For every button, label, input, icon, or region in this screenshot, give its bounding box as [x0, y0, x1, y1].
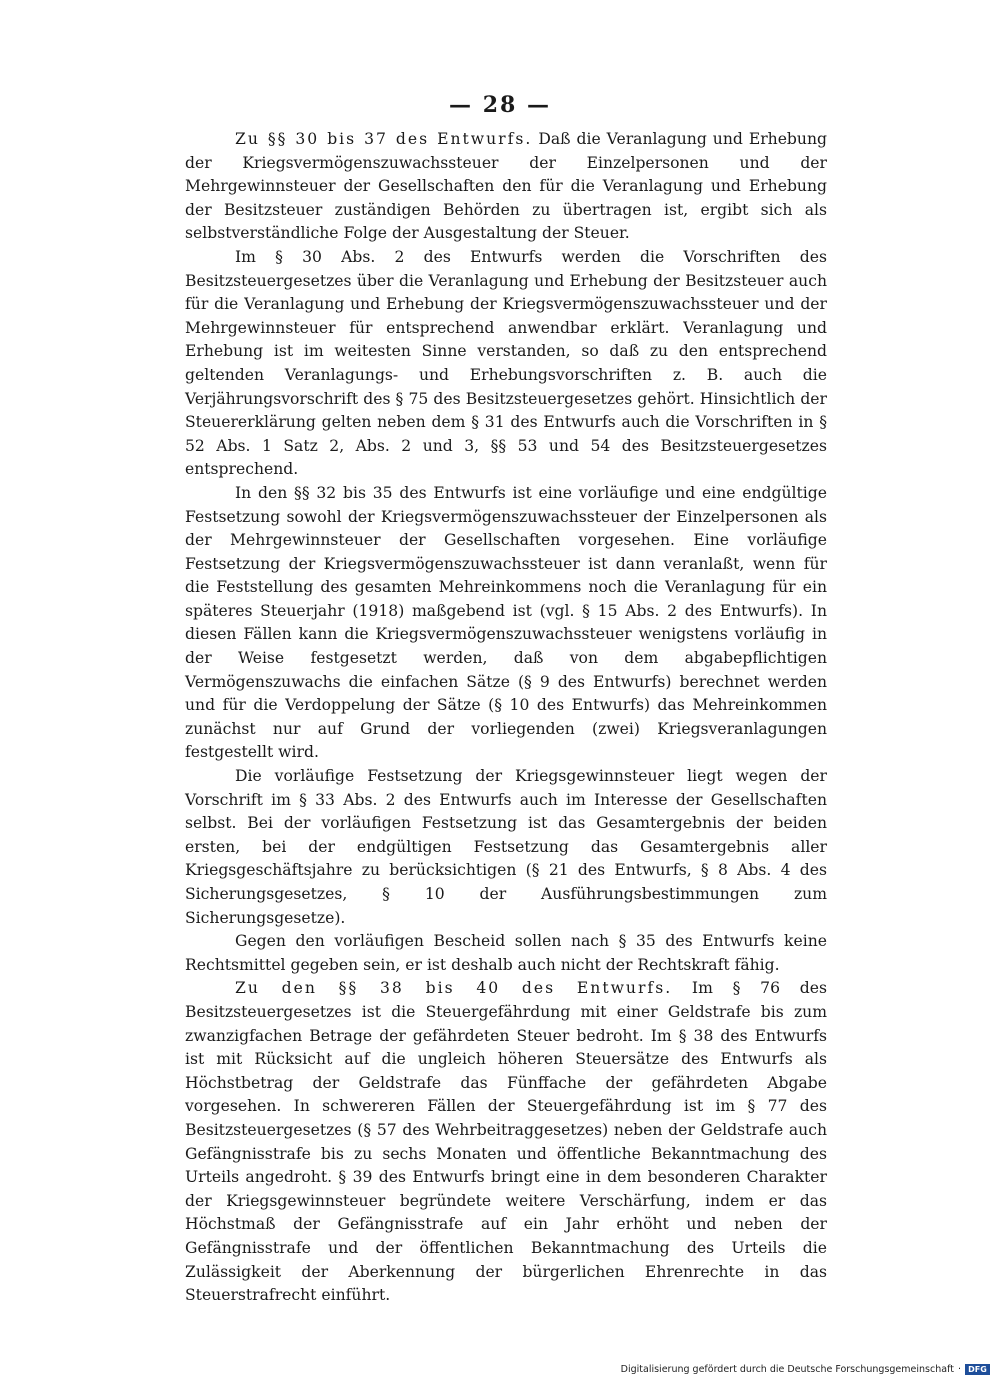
dot-separator: ·	[957, 1364, 961, 1375]
page-number: — 28 —	[449, 92, 551, 118]
paragraph-text: In den §§ 32 bis 35 des Entwurfs ist eine vorläufige und eine endgültige Festsetzung sowohl der Kriegsvermögenszuwachssteuer der Einzelpersonen als der Mehrgewinnsteuer der Gesellschaften vorgesehen. Eine vorläufige Festsetzung der Kriegsvermögenszuwachssteuer ist dann veranlaßt, wenn für die Feststellung des gesamten Mehreinkommens noch die Veranlagung für ein späteres Steuerjahr (1918) maßgebend ist (vgl. § 15 Abs. 2 des Entwurfs). In diesen Fällen kann die Kriegsvermögenszuwachssteuer wenigstens vorläufig in der Weise festgesetzt werden, daß von dem abgabepflichtigen Vermögenszuwachs die einfachen Sätze (§ 9 des Entwurfs) berechnet werden und für die Verdoppelung der Sätze (§ 10 des Entwurfs) das Mehreinkommen zunächst nur auf Grund der vorliegenden (zwei) Kriegsveranlagungen festgestellt wird.	[185, 483, 827, 762]
section-heading-1: Zu §§ 30 bis 37 des Entwurfs.	[235, 130, 533, 148]
footer-credit	[621, 1364, 990, 1375]
body-text	[185, 128, 827, 1308]
paragraph-3	[185, 482, 827, 765]
paragraph-2	[185, 246, 827, 482]
paragraph-text: Die vorläufige Festsetzung der Kriegsgewinnsteuer liegt wegen der Vorschrift im § 33 Abs. 2 des Entwurfs auch im Interesse der Gesellschaften selbst. Bei der vorläufigen Festsetzung ist das Gesamtergebnis der beiden ersten, bei der endgültigen Festsetzung das Gesamtergebnis aller Kriegsgeschäftsjahre zu berücksichtigen (§ 21 des Entwurfs, § 8 Abs. 4 des Sicherungsgesetzes, § 10 der Ausführungsbestimmungen zum Sicherungsgesetze).	[185, 767, 827, 927]
dfg-logo-icon: DFG	[965, 1364, 990, 1375]
paragraph-6	[185, 977, 827, 1307]
paragraph-4	[185, 765, 827, 930]
paragraph-5	[185, 930, 827, 977]
paragraph-text: Gegen den vorläufigen Bescheid sollen nach § 35 des Entwurfs keine Rechtsmittel gegeben sein, er ist deshalb auch nicht der Rechtskraft fähig.	[185, 932, 827, 974]
paragraph-text: Daß die Veranlagung und Erhebung der Kriegsvermögenszuwachssteuer der Einzelpersonen und der Mehrgewinnsteuer der Gesellschaften den für die Veranlagung und Erhebung der Besitzsteuer zuständigen Behörden zu übertragen ist, ergibt sich als selbstverständliche Folge der Ausgestaltung der Steuer.	[185, 130, 827, 243]
paragraph-text: Im § 76 des Besitzsteuergesetzes ist die Steuergefährdung mit einer Geldstrafe bis zum zwanzigfachen Betrage der gefährdeten Steuer bedroht. Im § 38 des Entwurfs ist mit Rücksicht auf die ungleich höheren Steuersätze des Entwurfs als Höchstbetrag der Geldstrafe das Fünffache der gefährdeten Abgabe vorgesehen. In schwereren Fällen der Steuergefährdung ist im § 77 des Besitzsteuergesetzes (§ 57 des Wehrbeitraggesetzes) neben der Geldstrafe auch Gefängnisstrafe bis zu sechs Monaten und öffentliche Bekanntmachung des Urteils angedroht. § 39 des Entwurfs bringt eine in dem besonderen Charakter der Kriegsgewinnsteuer begründete weitere Verschärfung, indem er das Höchstmaß der Gefängnisstrafe auf ein Jahr erhöht und neben der Gefängnisstrafe und der öffentlichen Bekanntmachung des Urteils die Zulässigkeit der Aberkennung der bürgerlichen Ehrenrechte in das Steuerstrafrecht einführt.	[185, 979, 827, 1305]
paragraph-text: Im § 30 Abs. 2 des Entwurfs werden die Vorschriften des Besitzsteuergesetzes über die Veranlagung und Erhebung der Besitzsteuer auch für die Veranlagung und Erhebung der Kriegsvermögenszuwachssteuer und der Mehrgewinnsteuer für entsprechend anwendbar erklärt. Veranlagung und Erhebung ist im weitesten Sinne verstanden, so daß zu den entsprechend geltenden Veranlagungs- und Erhebungsvorschriften z. B. auch die Verjährungsvorschrift des § 75 des Besitzsteuergesetzes gehört. Hinsichtlich der Steuererklärung gelten neben dem § 31 des Entwurfs auch die Vorschriften in § 52 Abs. 1 Satz 2, Abs. 2 und 3, §§ 53 und 54 des Besitzsteuergesetzes entsprechend.	[185, 247, 827, 479]
footer-text: Digitalisierung gefördert durch die Deutsche Forschungsgemeinschaft	[620, 1364, 954, 1375]
section-heading-2: Zu den §§ 38 bis 40 des Entwurfs.	[235, 979, 673, 998]
paragraph-1	[185, 128, 827, 246]
